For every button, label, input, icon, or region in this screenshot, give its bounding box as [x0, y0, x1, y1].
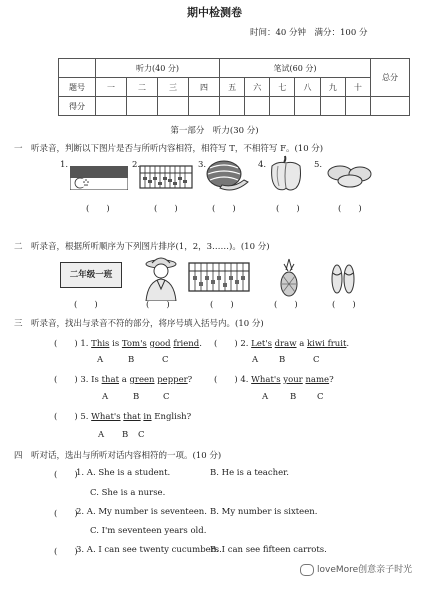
score-cell[interactable] [295, 97, 320, 116]
row-label-score: 得分 [59, 97, 96, 116]
option-c: C [138, 430, 145, 440]
punctuation: ? [187, 375, 193, 385]
option-b-text: good [149, 339, 171, 349]
option-a-text: Let's [251, 339, 272, 349]
option-a: A [252, 355, 259, 365]
flag-image [70, 166, 128, 190]
page-title: 期中检测卷 [187, 6, 242, 19]
answer-blank[interactable]: ( ) [210, 300, 234, 310]
option-b-text: green [129, 375, 155, 385]
plain-word: Is [91, 375, 99, 385]
class-sign-image [60, 262, 122, 288]
option-b: B [279, 355, 286, 365]
q3-item-5 [54, 410, 191, 422]
answer-blank[interactable]: ( ) [54, 470, 78, 480]
option-b: B [133, 392, 140, 402]
option-b-text: B. He is a teacher. [210, 468, 289, 478]
q3-item-3 [54, 373, 192, 385]
option-c-text: friend [173, 339, 200, 349]
row-label-question: 题号 [59, 78, 96, 97]
punctuation: . [346, 339, 350, 349]
watermark [300, 562, 412, 576]
time-score-info: 时间：40 分钟 满分：100 分 [250, 28, 368, 38]
item-number: 4. [240, 375, 249, 385]
answer-blank[interactable]: ( ) [54, 509, 78, 519]
q-number: 六 [245, 78, 270, 97]
option-c-text: C. I'm seventeen years old. [90, 526, 207, 536]
option-c: C [313, 355, 320, 365]
option-b-text: B. My number is sixteen. [210, 507, 318, 517]
pineapple-image [278, 258, 300, 298]
pepper-image [268, 154, 304, 192]
score-cell[interactable] [158, 97, 189, 116]
option-b-text: Tom's [121, 339, 147, 349]
option-a-text: What's [251, 375, 281, 385]
watermark-text: loveMore创意亲子时光 [317, 565, 413, 575]
question-2-title: 二 听录音，根据所听顺序为下列图片排序(1，2，3……)。(10 分) [14, 242, 270, 252]
item-number: 2. [240, 339, 249, 349]
answer-blank[interactable]: ( ) [54, 339, 78, 349]
wechat-icon [300, 564, 314, 576]
question-3-title: 三 听录音，找出与录音不符的部分，将序号填入括号内。(10 分) [14, 319, 264, 329]
option-c-text: kiwi fruit [307, 339, 347, 349]
score-cell[interactable] [320, 97, 345, 116]
option-a-text: 3. A. I can see twenty cucumbers. [76, 545, 222, 555]
teacher-image [140, 255, 182, 301]
q1-label-2: 2. [132, 160, 141, 170]
plain-word: English [154, 412, 187, 422]
answer-blank[interactable]: ( ) [86, 204, 110, 214]
q-number: 八 [295, 78, 320, 97]
option-c-text: C. She is a nurse. [90, 488, 166, 498]
score-cell[interactable] [371, 97, 410, 116]
q-number: 四 [189, 78, 220, 97]
abacus-image [139, 165, 193, 189]
score-cell[interactable] [96, 97, 127, 116]
option-b: B [122, 430, 129, 440]
score-table [58, 58, 410, 116]
item-number: 5. [80, 412, 89, 422]
question-4-title: 四 听对话，选出与所听对话内容相符的一项。(10 分) [14, 451, 222, 461]
option-a-text: 2. A. My number is seventeen. [76, 507, 207, 517]
watermelon-image [204, 158, 250, 194]
abacus-image-2 [188, 262, 250, 292]
option-c: C [317, 392, 324, 402]
score-cell[interactable] [127, 97, 158, 116]
option-a-text: What's [91, 412, 121, 422]
q-number: 五 [220, 78, 245, 97]
option-a: A [102, 392, 109, 402]
q-number: 七 [270, 78, 295, 97]
q3-item-2 [214, 337, 349, 349]
option-b-text: B. I can see fifteen carrots. [210, 545, 327, 555]
answer-blank[interactable]: ( ) [338, 204, 362, 214]
answer-blank[interactable]: ( ) [54, 547, 78, 557]
option-b-text: your [283, 375, 303, 385]
slippers-image [330, 263, 356, 295]
total-header: 总分 [371, 59, 410, 97]
plain-word: is [112, 339, 120, 349]
option-a-text: that [101, 375, 119, 385]
answer-blank[interactable]: ( ) [332, 300, 356, 310]
answer-blank[interactable]: ( ) [214, 375, 238, 385]
option-a: A [97, 355, 104, 365]
q3-item-4 [214, 373, 334, 385]
answer-blank[interactable]: ( ) [154, 204, 178, 214]
score-cell[interactable] [345, 97, 370, 116]
score-table-corner [59, 59, 96, 78]
option-c: C [162, 355, 169, 365]
option-c: C [163, 392, 170, 402]
option-a: A [98, 430, 105, 440]
answer-blank[interactable]: ( ) [212, 204, 236, 214]
option-a-text: 1. A. She is a student. [76, 468, 171, 478]
answer-blank[interactable]: ( ) [74, 300, 98, 310]
q3-item-1 [54, 337, 202, 349]
q1-label-3: 3. [198, 160, 207, 170]
class-sign-text: 二年级一班 [69, 270, 113, 280]
option-b-text: draw [274, 339, 297, 349]
q-number: 三 [158, 78, 189, 97]
option-a: A [262, 392, 269, 402]
option-b-text: that [123, 412, 141, 422]
potatoes-image [326, 163, 374, 189]
item-number: 1. [80, 339, 89, 349]
answer-blank[interactable]: ( ) [214, 339, 238, 349]
q1-label-4: 4. [258, 160, 267, 170]
plain-word: a [299, 339, 305, 349]
listening-header: 听力(40 分) [96, 59, 220, 78]
punctuation: ? [329, 375, 334, 385]
part-heading: 第一部分 听力(30 分) [170, 126, 259, 136]
answer-blank[interactable]: ( ) [276, 204, 300, 214]
writing-header: 笔试(60 分) [220, 59, 371, 78]
plain-word: a [121, 375, 127, 385]
score-cell[interactable] [189, 97, 220, 116]
item-number: 3. [80, 375, 89, 385]
punctuation: . [199, 339, 202, 349]
option-b: B [290, 392, 297, 402]
score-cell[interactable] [245, 97, 270, 116]
q-number: 二 [127, 78, 158, 97]
question-1-title: 一 听录音，判断以下图片是否与所听内容相符，相符写 T，不相符写 F。(10 分) [14, 144, 324, 154]
option-a-text: This [91, 339, 110, 349]
option-b: B [128, 355, 135, 365]
option-c-text: in [143, 412, 152, 422]
answer-blank[interactable]: ( ) [54, 412, 78, 422]
option-c-text: name [305, 375, 330, 385]
punctuation: ? [186, 412, 192, 422]
q1-label-1: 1. [60, 160, 69, 170]
q-number: 九 [320, 78, 345, 97]
score-cell[interactable] [220, 97, 245, 116]
q-number: 一 [96, 78, 127, 97]
answer-blank[interactable]: ( ) [146, 300, 170, 310]
answer-blank[interactable]: ( ) [274, 300, 298, 310]
score-cell[interactable] [270, 97, 295, 116]
q-number: 十 [345, 78, 370, 97]
q1-label-5: 5. [314, 160, 323, 170]
option-c-text: pepper [157, 375, 188, 385]
answer-blank[interactable]: ( ) [54, 375, 78, 385]
